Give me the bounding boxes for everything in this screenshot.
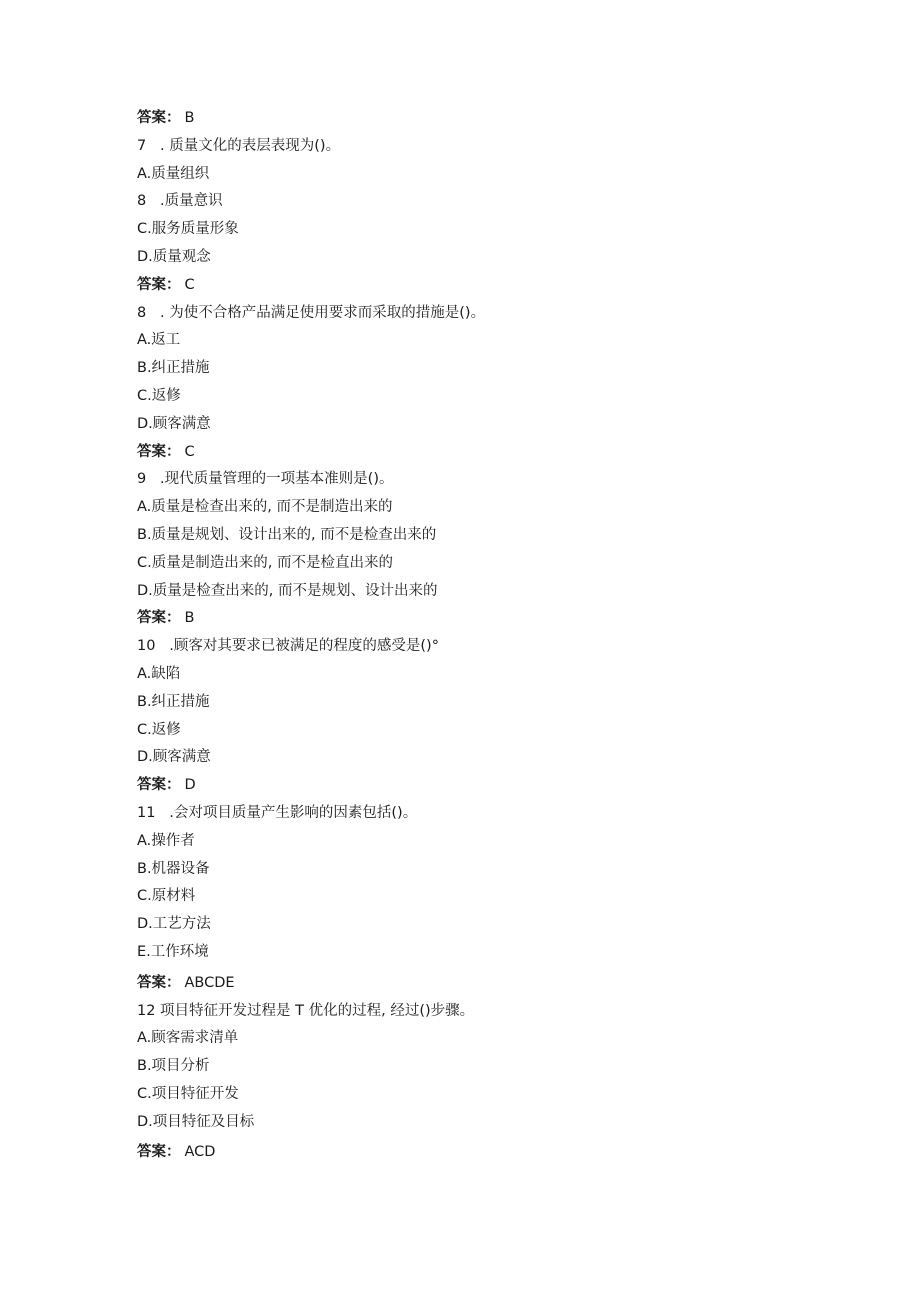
option-text: E.工作环境 <box>137 943 209 960</box>
question-text: 11 .会对项目质量产生影响的因素包括()。 <box>137 804 418 821</box>
option-text: C.服务质量形象 <box>137 221 239 238</box>
option-text: B.纠正措施 <box>137 693 210 710</box>
question-text: 8 . 为使不合格产品满足使用要求而采取的措施是()。 <box>137 304 486 321</box>
option-text: A.返工 <box>137 332 181 349</box>
option-text: D.顾客满意 <box>137 749 211 766</box>
option-text: B.项目分析 <box>137 1058 210 1075</box>
option-text: A.顾客需求清单 <box>137 1030 239 1047</box>
question-text: 12 项目特征开发过程是 T 优化的过程, 经过()步骤。 <box>137 1002 475 1019</box>
answer-line <box>137 605 837 633</box>
option-text: 8 .质量意识 <box>137 193 223 210</box>
answer-label: 答案： <box>137 777 181 794</box>
answer-label: 答案： <box>137 276 181 293</box>
question-text: 7 . 质量文化的表层表现为()。 <box>137 137 341 154</box>
answer-value: ABCDE <box>184 974 235 991</box>
answer-value: D <box>184 777 196 794</box>
answer-line <box>137 105 837 133</box>
option-text: C.原材料 <box>137 888 196 905</box>
answer-line <box>137 970 837 998</box>
option-text: D.质量观念 <box>137 248 211 265</box>
answer-value: ACD <box>184 1144 216 1161</box>
option-text: B.质量是规划、设计出来的, 而不是检查出来的 <box>137 526 437 543</box>
answer-value: B <box>184 610 195 627</box>
option-text: A.缺陷 <box>137 665 181 682</box>
option-text: C.质量是制造出来的, 而不是检直出来的 <box>137 554 393 571</box>
answer-value: B <box>184 110 195 126</box>
answer-line <box>137 272 837 300</box>
option-text: A.质量是检查出来的, 而不是制造出来的 <box>137 499 393 516</box>
answer-label: 答案： <box>137 610 181 627</box>
answer-label: 答案： <box>137 974 181 991</box>
answer-value: C <box>184 276 195 293</box>
answer-value: C <box>184 443 195 460</box>
option-text: C.返修 <box>137 387 181 404</box>
option-text: D.工艺方法 <box>137 916 211 933</box>
option-text: C.项目特征开发 <box>137 1085 239 1102</box>
option-text: D.项目特征及目标 <box>137 1113 255 1130</box>
document-page <box>137 105 837 1167</box>
question-text: 10 .顾客对其要求已被满足的程度的感受是()° <box>137 638 439 655</box>
answer-line <box>137 439 837 467</box>
answer-label: 答案： <box>137 110 181 126</box>
option-text: D.顾客满意 <box>137 415 211 432</box>
option-text: B.机器设备 <box>137 860 210 877</box>
answer-label: 答案： <box>137 1144 181 1161</box>
option-text: C.返修 <box>137 721 181 738</box>
question-text: 9 .现代质量管理的一项基本准则是()。 <box>137 471 394 488</box>
option-text: B.纠正措施 <box>137 360 210 377</box>
answer-label: 答案： <box>137 443 181 460</box>
option-text: A.质量组织 <box>137 165 210 182</box>
answer-line <box>137 772 837 800</box>
option-text: A.操作者 <box>137 832 195 849</box>
answer-line <box>137 1139 837 1167</box>
option-text: D.质量是检查出来的, 而不是规划、设计出来的 <box>137 582 438 599</box>
